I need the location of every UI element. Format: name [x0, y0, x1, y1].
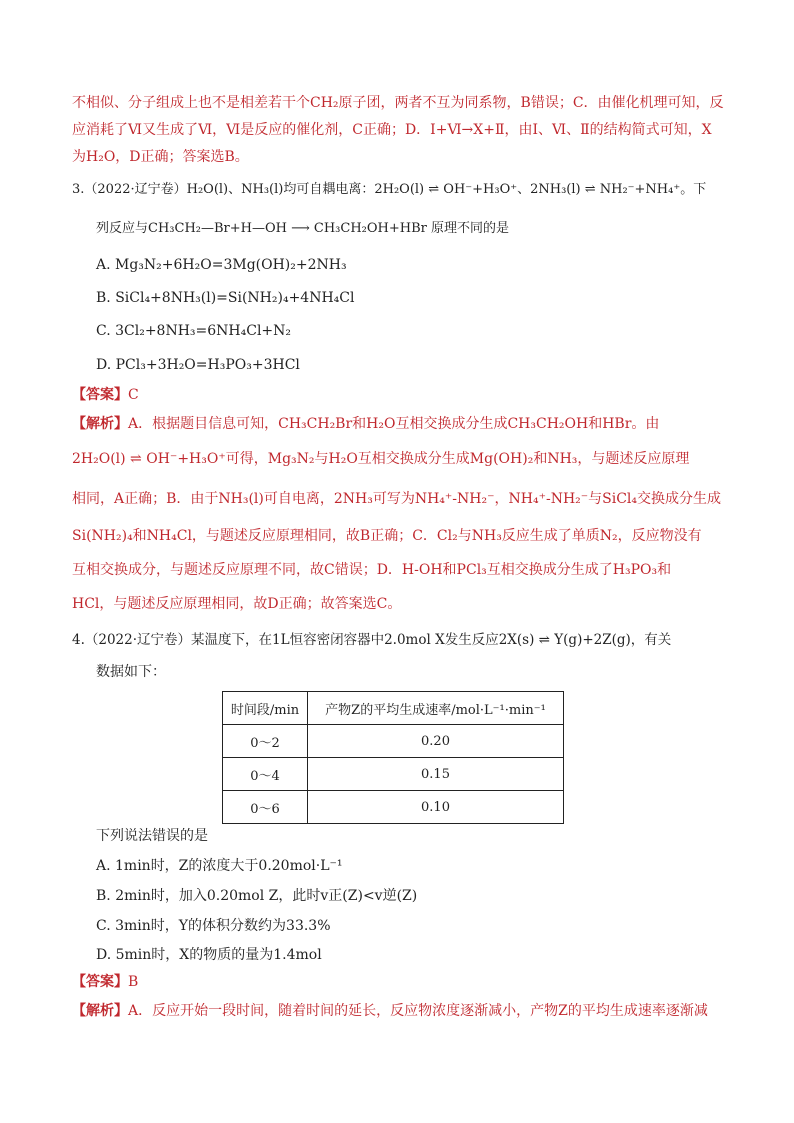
table-cell: 0～4	[223, 758, 308, 791]
table-cell: 0.20	[308, 725, 564, 758]
explanation-line-3: 为H₂O，D正确；答案选B。	[72, 149, 249, 165]
table-row	[223, 758, 564, 791]
analysis-tag: 【解析】	[72, 416, 128, 432]
analysis-text: A．根据题目信息可知，CH₃CH₂Br和H₂O互相交换成分生成CH₃CH₂OH和HBr。由	[128, 416, 660, 432]
table-row	[223, 725, 564, 758]
table-header-row	[223, 692, 564, 725]
q4-option-c: C. 3min时，Y的体积分数约为33.3%	[96, 918, 331, 934]
q3-option-d: D. PCl₃+3H₂O=H₃PO₃+3HCl	[96, 357, 300, 373]
explanation-line-1: 不相似、分子组成上也不是相差若干个CH₂原子团，两者不互为同系物，B错误；C．由催化机理可知，反	[72, 95, 724, 111]
q4-stem-line-1: 4.（2022·辽宁卷）某温度下，在1L恒容密闭容器中2.0mol X发生反应2X(s) ⇌ Y(g)+2Z(g)，有关	[72, 632, 672, 648]
q3-stem-line-1: 3.（2022·辽宁卷）H₂O(l)、NH₃(l)均可自耦电离：2H₂O(l) ⇌ OH⁻+H₃O⁺、2NH₃(l) ⇌ NH₂⁻+NH₄⁺。下	[72, 182, 707, 197]
analysis-text: A．反应开始一段时间，随着时间的延长，反应物浓度逐渐减小，产物Z的平均生成速率逐渐减	[128, 1003, 708, 1019]
q3-stem-line-2: 列反应与CH₃CH₂—Br+H—OH ⟶ CH₃CH₂OH+HBr 原理不同的是	[96, 221, 509, 236]
table-cell: 0～6	[223, 791, 308, 824]
q3-analysis-line-6: HCl，与题述反应原理相同，故D正确；故答案选C。	[72, 596, 402, 612]
table-header-cell: 时间段/min	[223, 692, 308, 725]
table-header-cell: 产物Z的平均生成速率/mol·L⁻¹·min⁻¹	[308, 692, 564, 725]
q3-analysis-line-5: 互相交换成分，与题述反应原理不同，故C错误；D．H-OH和PCl₃互相交换成分生成了H₃PO₃和	[72, 562, 672, 578]
table-row	[223, 791, 564, 824]
table-cell: 0.10	[308, 791, 564, 824]
q4-prompt: 下列说法错误的是	[96, 828, 208, 844]
rate-table	[222, 691, 564, 824]
q3-option-b: B. SiCl₄+8NH₃(l)=Si(NH₂)₄+4NH₄Cl	[96, 290, 355, 306]
q3-analysis-line-1	[72, 414, 659, 434]
q4-option-a: A. 1min时，Z的浓度大于0.20mol·L⁻¹	[96, 858, 343, 874]
q3-option-a: A. Mg₃N₂+6H₂O=3Mg(OH)₂+2NH₃	[96, 257, 347, 273]
table-cell: 0.15	[308, 758, 564, 791]
q4-option-b: B. 2min时，加入0.20mol Z，此时v正(Z)<v逆(Z)	[96, 888, 418, 904]
analysis-tag: 【解析】	[72, 1003, 128, 1019]
answer-value: C	[128, 387, 139, 403]
q3-option-c: C. 3Cl₂+8NH₃=6NH₄Cl+N₂	[96, 323, 292, 339]
q3-analysis-line-4: Si(NH₂)₄和NH₄Cl，与题述反应原理相同，故B正确；C．Cl₂与NH₃反应生成了单质N₂，反应物没有	[72, 528, 702, 544]
q3-analysis-line-3: 相同，A正确；B．由于NH₃(l)可自电离，2NH₃可写为NH₄⁺-NH₂⁻，NH₄⁺-NH₂⁻与SiCl₄交换成分生成	[72, 491, 722, 507]
table-cell: 0～2	[223, 725, 308, 758]
q4-analysis-line-1	[72, 1001, 708, 1021]
answer-tag: 【答案】	[72, 387, 128, 403]
q4-option-d: D. 5min时，X的物质的量为1.4mol	[96, 947, 322, 963]
answer-value: B	[128, 974, 139, 990]
explanation-line-2: 应消耗了Ⅵ又生成了Ⅵ，Ⅵ是反应的催化剂，C正确；D．Ⅰ+Ⅵ→X+Ⅱ，由Ⅰ、Ⅵ、Ⅱ的结构简式可知，X	[72, 122, 712, 138]
q4-stem-line-2: 数据如下：	[96, 664, 166, 680]
q4-answer	[72, 972, 138, 992]
q3-answer	[72, 385, 139, 405]
answer-tag: 【答案】	[72, 974, 128, 990]
q3-analysis-line-2: 2H₂O(l) ⇌ OH⁻+H₃O⁺可得，Mg₃N₂与H₂O互相交换成分生成Mg(OH)₂和NH₃，与题述反应原理	[72, 451, 690, 467]
